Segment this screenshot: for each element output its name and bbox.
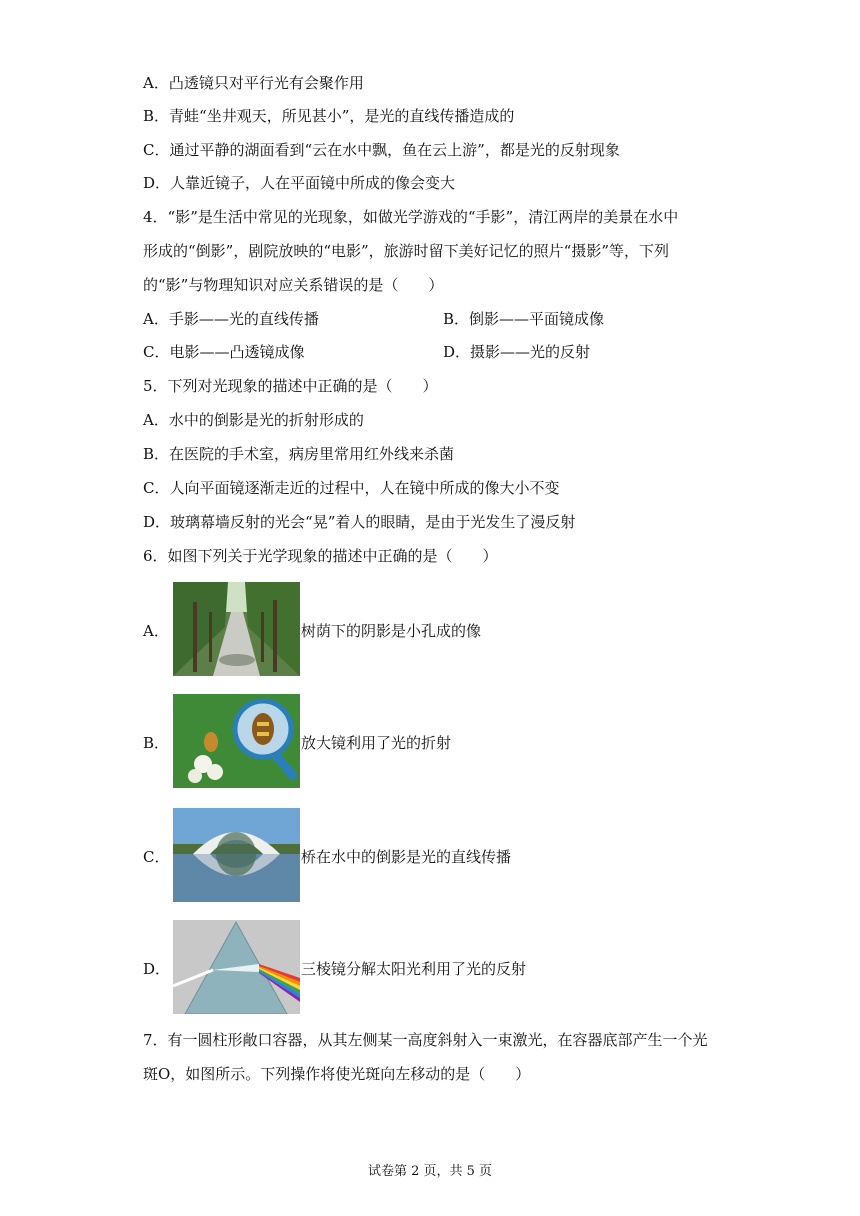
q5-option-b: B．在医院的手术室，病房里常用红外线来杀菌 [143,445,455,463]
q7-stem-line-1: 7．有一圆柱形敞口容器，从其左侧某一高度斜射入一束激光，在容器底部产生一个光 [143,1031,708,1049]
q5-option-c: C．人向平面镜逐渐走近的过程中，人在镜中所成的像大小不变 [143,479,560,497]
q6-option-c-label: C． [143,848,170,866]
magnifier-bee-photo [173,694,300,788]
q6-option-a-label: A． [143,622,169,640]
q4-option-b: B．倒影——平面镜成像 [443,310,605,328]
q4-stem-line-3: 的“影”与物理知识对应关系错误的是（ ） [143,276,444,294]
prism-dispersion-illustration [173,920,300,1014]
q3-option-d: D．人靠近镜子，人在平面镜中所成的像会变大 [143,174,456,192]
q3-option-b: B．青蛙“坐井观天，所见甚小”，是光的直线传播造成的 [143,107,515,125]
q5-option-d: D．玻璃幕墙反射的光会“晃”着人的眼睛，是由于光发生了漫反射 [143,513,576,531]
q6-option-c-caption: 桥在水中的倒影是光的直线传播 [301,848,512,866]
q6-option-d-label: D． [143,960,171,978]
q4-option-c: C．电影——凸透镜成像 [143,343,305,361]
q6-option-b-label: B． [143,734,170,752]
q4-stem-line-2: 形成的“倒影”，剧院放映的“电影”，旅游时留下美好记忆的照片“摄影”等，下列 [143,242,670,260]
tree-lined-road-photo [173,582,300,676]
q5-option-a: A．水中的倒影是光的折射形成的 [143,411,364,429]
q3-option-c: C．通过平静的湖面看到“云在水中飘，鱼在云上游”，都是光的反射现象 [143,141,620,159]
arch-bridge-reflection-photo [173,808,300,902]
q6-stem: 6．如图下列关于光学现象的描述中正确的是（ ） [143,547,498,565]
q6-option-a-caption: 树荫下的阴影是小孔成的像 [301,622,482,640]
q4-option-a: A．手影——光的直线传播 [143,310,319,328]
q4-stem-line-1: 4．“影”是生活中常见的光现象，如做光学游戏的“手影”，清江两岸的美景在水中 [143,208,679,226]
q6-option-b-caption: 放大镜利用了光的折射 [301,734,452,752]
q7-stem-line-2: 斑O，如图所示。下列操作将使光斑向左移动的是（ ） [143,1065,531,1083]
page-footer: 试卷第 2 页，共 5 页 [367,1164,493,1179]
q6-option-d-caption: 三棱镜分解太阳光利用了光的反射 [301,960,527,978]
q5-stem: 5．下列对光现象的描述中正确的是（ ） [143,377,438,395]
q4-option-d: D．摄影——光的反射 [443,343,591,361]
q3-option-a: A．凸透镜只对平行光有会聚作用 [143,74,364,92]
